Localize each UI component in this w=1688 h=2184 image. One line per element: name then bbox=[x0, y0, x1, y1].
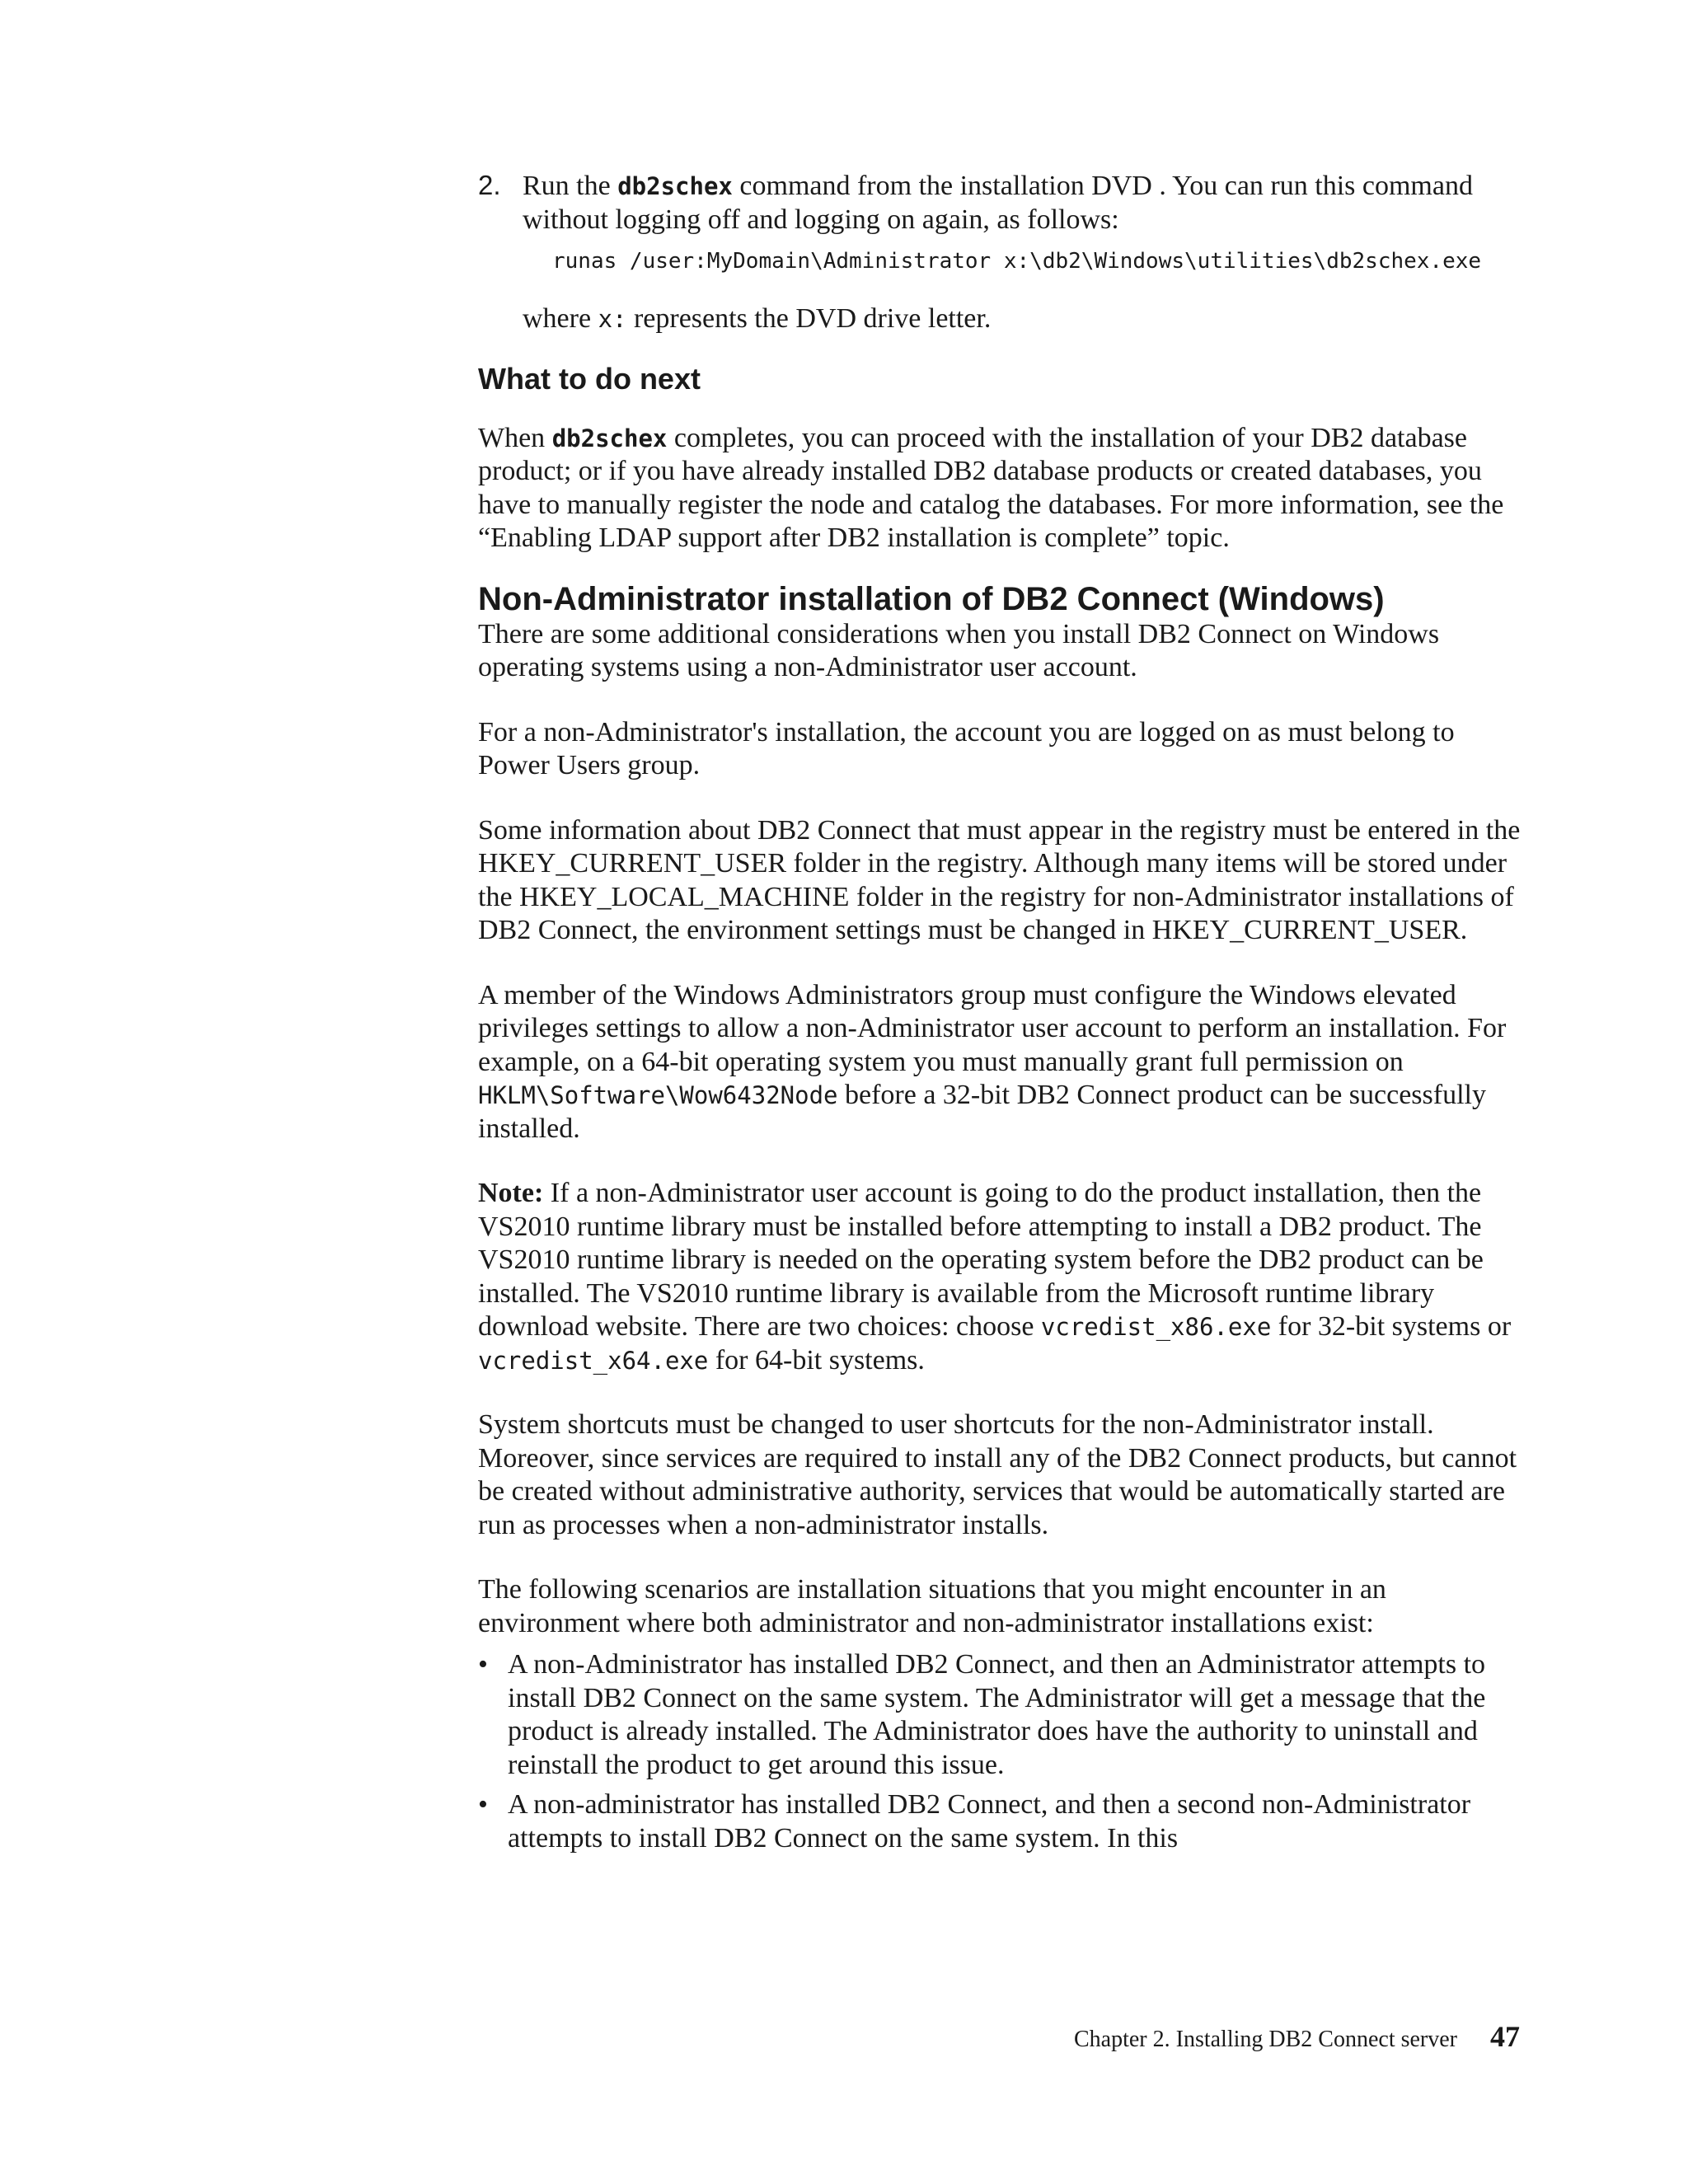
drive-letter-note: where x: represents the DVD drive letter. bbox=[523, 303, 992, 334]
bullet-icon: • bbox=[478, 1649, 488, 1680]
registry-path: HKLM\Software\Wow6432Node bbox=[478, 1081, 838, 1109]
scenario-list bbox=[478, 1648, 1525, 1855]
vcredist-x86: vcredist_x86.exe bbox=[1040, 1313, 1272, 1341]
command-name: db2schex bbox=[617, 172, 733, 200]
note-label: Note: bbox=[478, 1178, 544, 1208]
note-paragraph: Note: If a non-Administrator user account is going to do the product installation, then the VS2010 runtime library must be installed before attempting to install a DB2 product. The VS2010 runtime library is needed on the operating system before the DB2 product can be installed. The VS2010 runtime library is available from the Microsoft runtime library download website. There are two choices: choose vcredist_x86.exe for 32-bit systems or vcredist_x64.exe for 64-bit systems. bbox=[478, 1178, 1512, 1376]
command-name: db2schex bbox=[551, 424, 668, 452]
step-2 bbox=[478, 170, 1525, 336]
what-to-do-next-text: When db2schex completes, you can proceed with the installation of your DB2 database product; or if you have already installed DB2 database products or created databases, you have to manually register the node and catalog the databases. For more information, see the “Enabling LDAP support after DB2 installation is complete” topic. bbox=[478, 422, 1504, 553]
page-footer bbox=[1074, 2019, 1520, 2054]
paragraph-considerations: There are some additional considerations when you install DB2 Connect on Windows operating systems using a non-Administrator user account. bbox=[478, 618, 1440, 682]
code-block: runas /user:MyDomain\Administrator x:\db2\Windows\utilities\db2schex.exe bbox=[552, 249, 1482, 274]
paragraph-scenarios: The following scenarios are installation situations that you might encounter in an environment where both administrator and non-administrator installations exist: bbox=[478, 1574, 1386, 1638]
step-2-text: Run the db2schex command from the installation DVD . You can run this command without logging off and logging on again, as follows: bbox=[523, 171, 1473, 235]
section-heading: Non-Administrator installation of DB2 Connect (Windows) bbox=[478, 580, 1385, 617]
paragraph-privileges: A member of the Windows Administrators group must configure the Windows elevated privileges settings to allow a non-Administrator user account to perform an installation. For example, on a 64-bit operating system you must manually grant full permission on HKLM\Software\Wow6432Node before a 32-bit DB2 Connect product can be successfully installed. bbox=[478, 979, 1507, 1144]
paragraph-registry: Some information about DB2 Connect that must appear in the registry must be entered in the HKEY_CURRENT_USER folder in the registry. Although many items will be stored under the HKEY_LOCAL_MACHINE folder in the registry for non-Administrator installations of DB2 Connect, the environment settings must be changed in HKEY_CURRENT_USER. bbox=[478, 814, 1521, 945]
chapter-title: Chapter 2. Installing DB2 Connect server bbox=[1073, 2027, 1457, 2052]
what-to-do-next-heading: What to do next bbox=[478, 361, 701, 396]
paragraph-power-users: For a non-Administrator's installation, the account you are logged on as must belong to Power Users group. bbox=[478, 716, 1455, 780]
paragraph-shortcuts: System shortcuts must be changed to user shortcuts for the non-Administrator install. Moreover, since services are required to install any of the DB2 Connect products, but cannot be created without administrative authority, services that would be automatically started are run as processes when a non-administrator installs. bbox=[478, 1409, 1517, 1540]
bullet-icon: • bbox=[478, 1789, 488, 1820]
list-item: • A non-Administrator has installed DB2 Connect, and then an Administrator attempts to install DB2 Connect on the same system. The Administrator will get a message that the product is already installed. The Administrator does have the authority to uninstall and reinstall the product to get around this issue. bbox=[478, 1649, 1486, 1780]
page-content bbox=[478, 170, 1525, 1855]
list-item: • A non-administrator has installed DB2 Connect, and then a second non-Administrator attempts to install DB2 Connect on the same system. In this bbox=[478, 1789, 1471, 1854]
vcredist-x64: vcredist_x64.exe bbox=[478, 1346, 709, 1375]
step-number: 2. bbox=[478, 170, 501, 200]
page-number: 47 bbox=[1490, 2020, 1520, 2053]
